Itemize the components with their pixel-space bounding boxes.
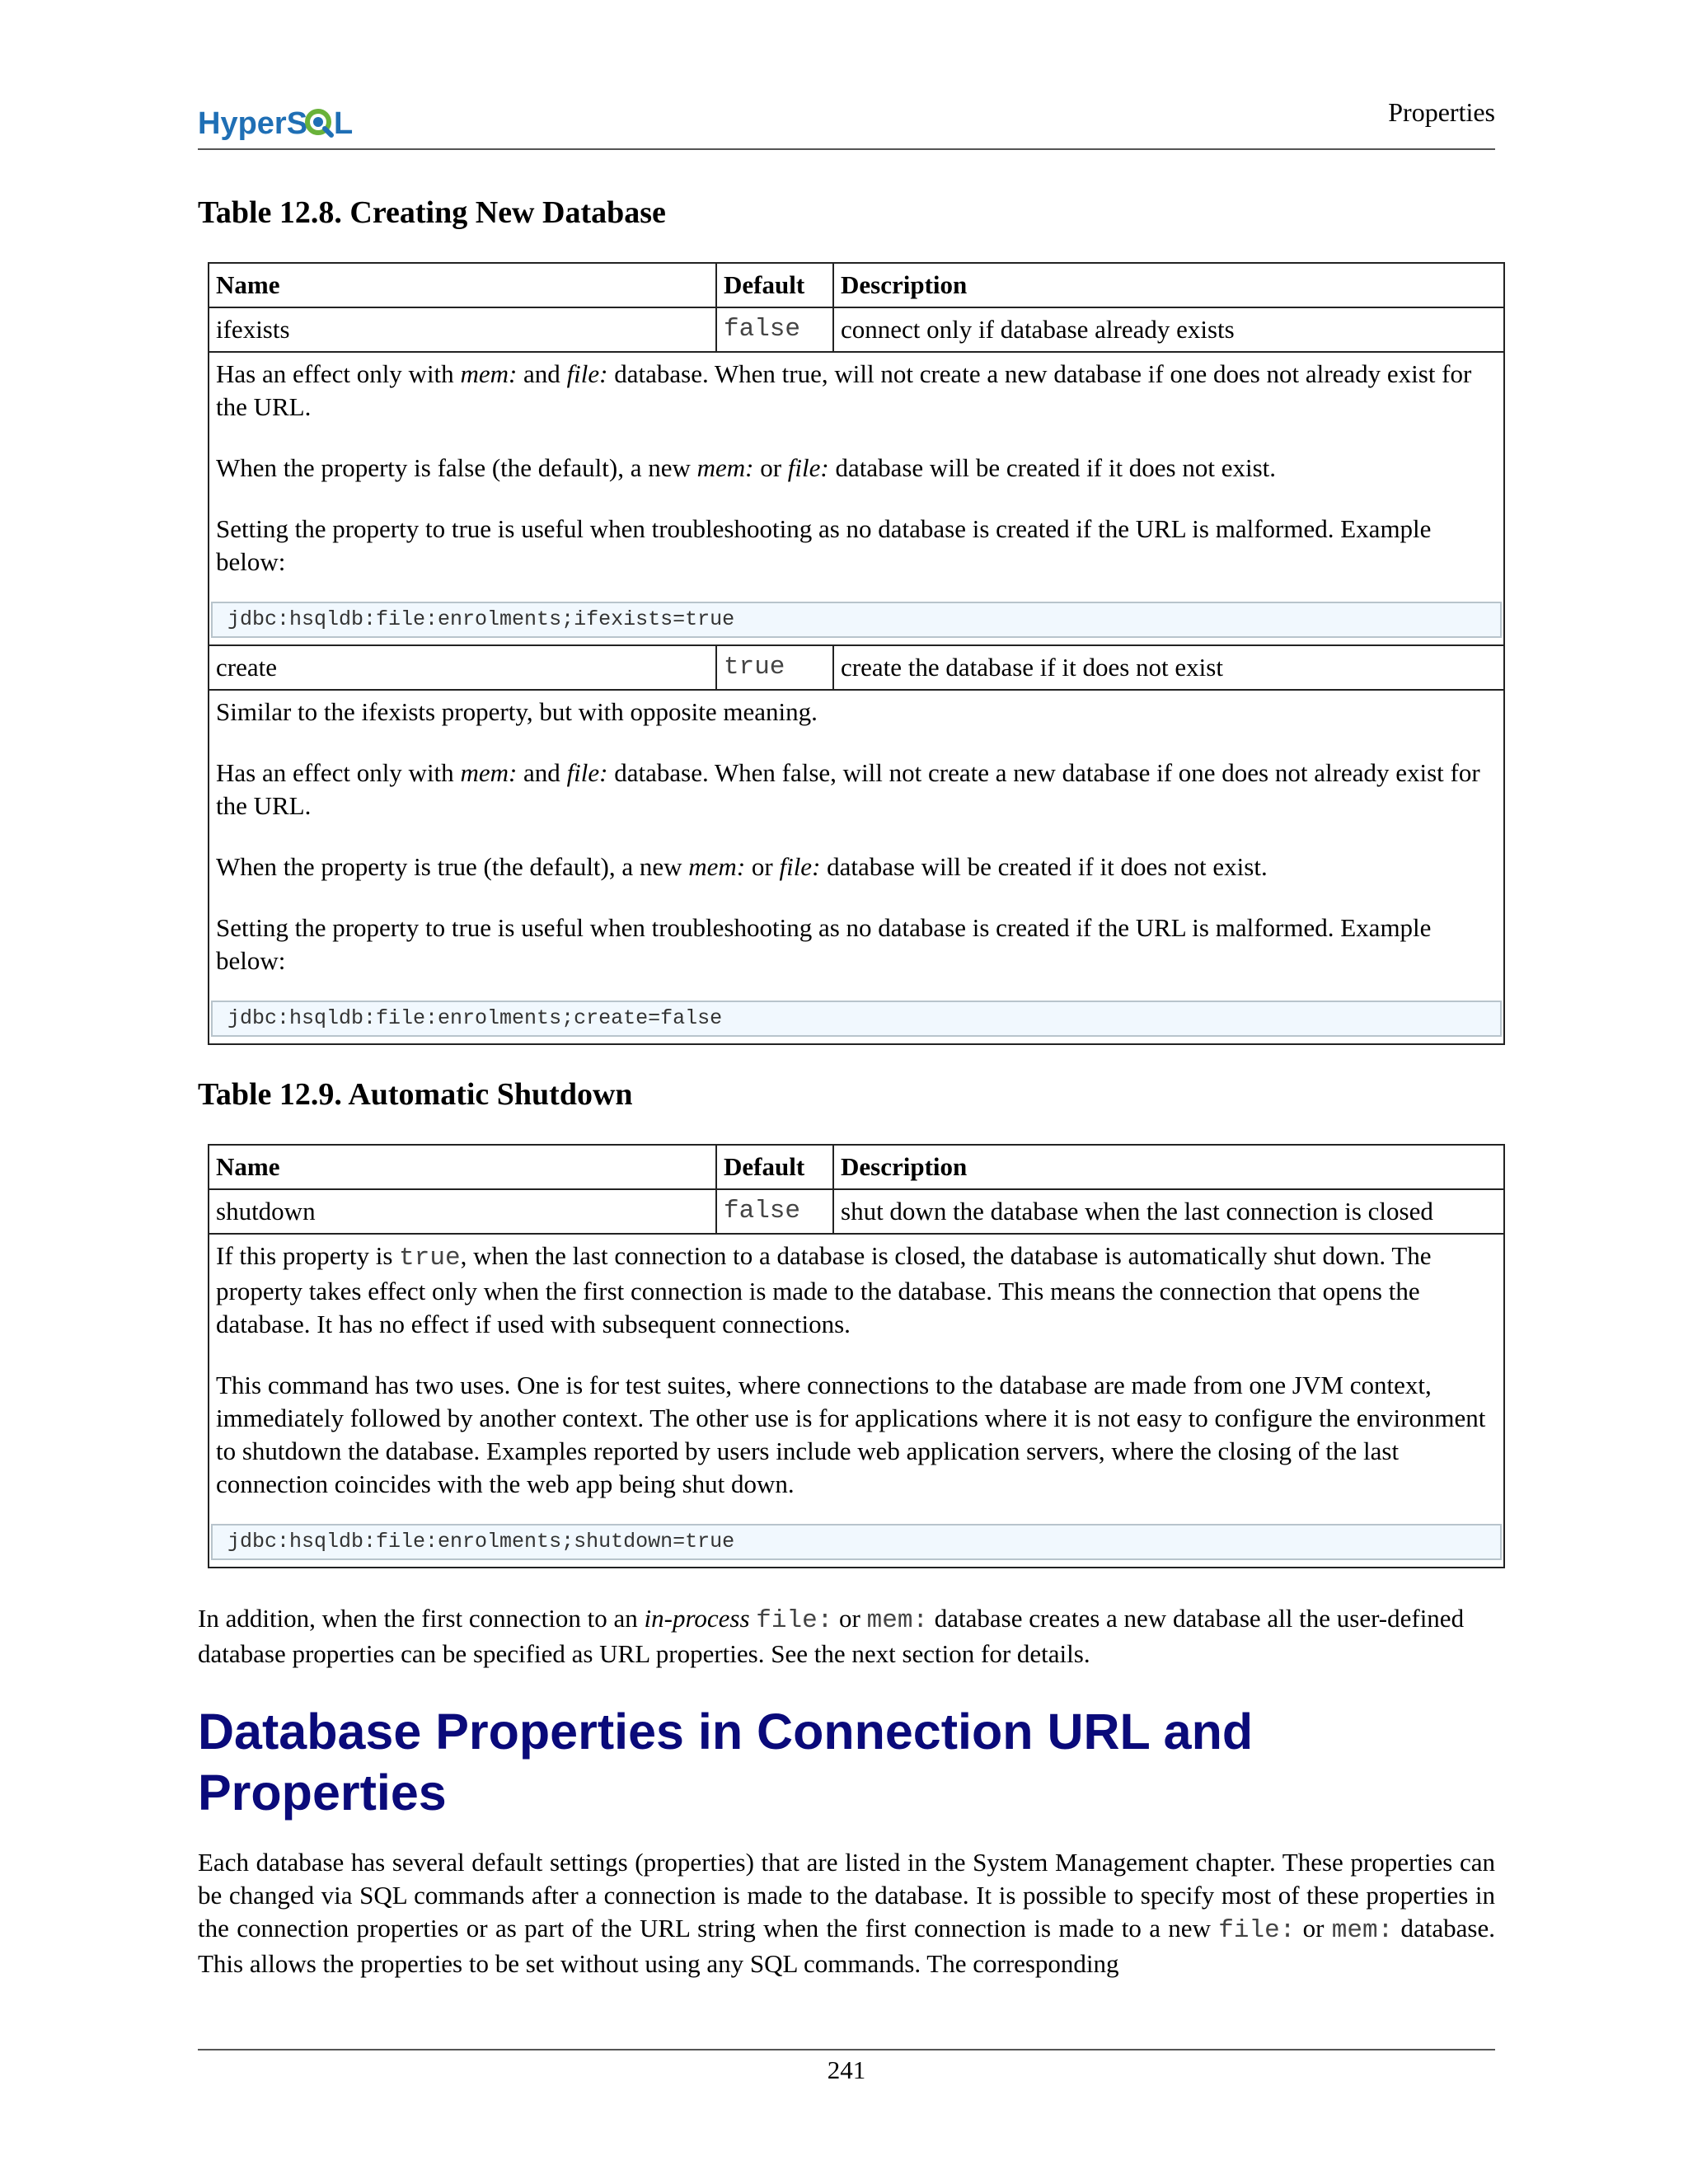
description-paragraph: This command has two uses. One is for test suites, where connections to the database are made from one JVM context, immediately followed by another context. The other use is for applications where it is not easy to configure the environment to shutdown the database. Examples reported by users include web application servers, where the closing of the last connection coincides with the web app being shut down. [216,1371,1486,1498]
logo-text-a: HyperS [198,106,308,141]
header-name: Name [209,263,716,307]
logo-text-b: L [334,106,354,141]
logo-q-center [313,117,323,127]
table-row [209,307,1504,352]
table-header-row [209,263,1504,307]
description-paragraph: Setting the property to true is useful when troubleshooting as no database is created if the URL is malformed. Example below: [216,913,1432,975]
header-default: Default [716,1145,833,1189]
footer-divider [198,2049,1495,2050]
property-description [209,1234,1504,1568]
header-default: Default [716,263,833,307]
property-summary: shut down the database when the last connection is closed [833,1189,1504,1234]
property-summary: connect only if database already exists [833,307,1504,352]
section-paragraph: Each database has several default settings (properties) that are listed in the System Management chapter. These properties can be changed via SQL commands after a connection is made to the database. It is possible to specify most of these properties in the connection properties or as part of the URL string when the first connection is made to a new file: or mem: database. This allows the properties to be set without using any SQL commands. The corresponding [198,1848,1496,1978]
table-row-description [209,690,1504,1044]
page-number: 241 [827,2055,866,2084]
table-12-8-title: Table 12.8. Creating New Database [198,195,666,230]
property-default: false [716,1189,833,1234]
property-description [209,352,1504,645]
header-description: Description [833,263,1504,307]
system-management-link[interactable]: System Management [973,1848,1189,1877]
hypersql-logo [198,101,363,142]
code-example: jdbc:hsqldb:file:enrolments;shutdown=true [211,1524,1502,1560]
header-name: Name [209,1145,716,1189]
table-row [209,1189,1504,1234]
table-row-description [209,352,1504,645]
description-paragraph: Similar to the ifexists property, but with opposite meaning. [216,697,818,726]
body-paragraph: In addition, when the first connection to an in-process file: or mem: database creates a new database all the user-defined database properties can be specified as URL properties. See the next section for details. [198,1604,1465,1668]
description-paragraph: When the property is true (the default), a new mem: or file: database will be created if it does not exist. [216,852,1268,881]
description-paragraph: Has an effect only with mem: and file: database. When false, will not create a new database if one does not already exist for the URL. [216,758,1480,820]
property-name: ifexists [209,307,716,352]
header-section-title: Properties [1388,97,1495,127]
table-creating-new-database [208,262,1505,1045]
hypersql-logo-mark [198,101,363,142]
description-paragraph: Setting the property to true is useful when troubleshooting as no database is created if the URL is malformed. Example below: [216,514,1432,576]
code-example: jdbc:hsqldb:file:enrolments;ifexists=true [211,602,1502,638]
section-heading: Database Properties in Connection URL and Properties [198,1704,1254,1821]
property-description [209,690,1504,1044]
description-paragraph: When the property is false (the default), a new mem: or file: database will be created if it does not exist. [216,453,1277,482]
property-name: create [209,645,716,690]
property-default: true [716,645,833,690]
table-row [209,645,1504,690]
description-paragraph: Has an effect only with mem: and file: database. When true, will not create a new database if one does not already exist for the URL. [216,359,1472,421]
code-example: jdbc:hsqldb:file:enrolments;create=false [211,1001,1502,1037]
property-name: shutdown [209,1189,716,1234]
table-12-9-title: Table 12.9. Automatic Shutdown [198,1077,633,1112]
page-header [198,91,1495,150]
property-summary: create the database if it does not exist [833,645,1504,690]
table-header-row [209,1145,1504,1189]
description-paragraph: If this property is true, when the last connection to a database is closed, the database is automatically shut down. The property takes effect only when the first connection is made to the database. This means the connection that opens the database. It has no effect if used with subsequent connections. [216,1241,1432,1338]
logo-q-tail [325,129,331,135]
property-default: false [716,307,833,352]
table-automatic-shutdown [208,1144,1505,1568]
header-description: Description [833,1145,1504,1189]
table-row-description [209,1234,1504,1568]
